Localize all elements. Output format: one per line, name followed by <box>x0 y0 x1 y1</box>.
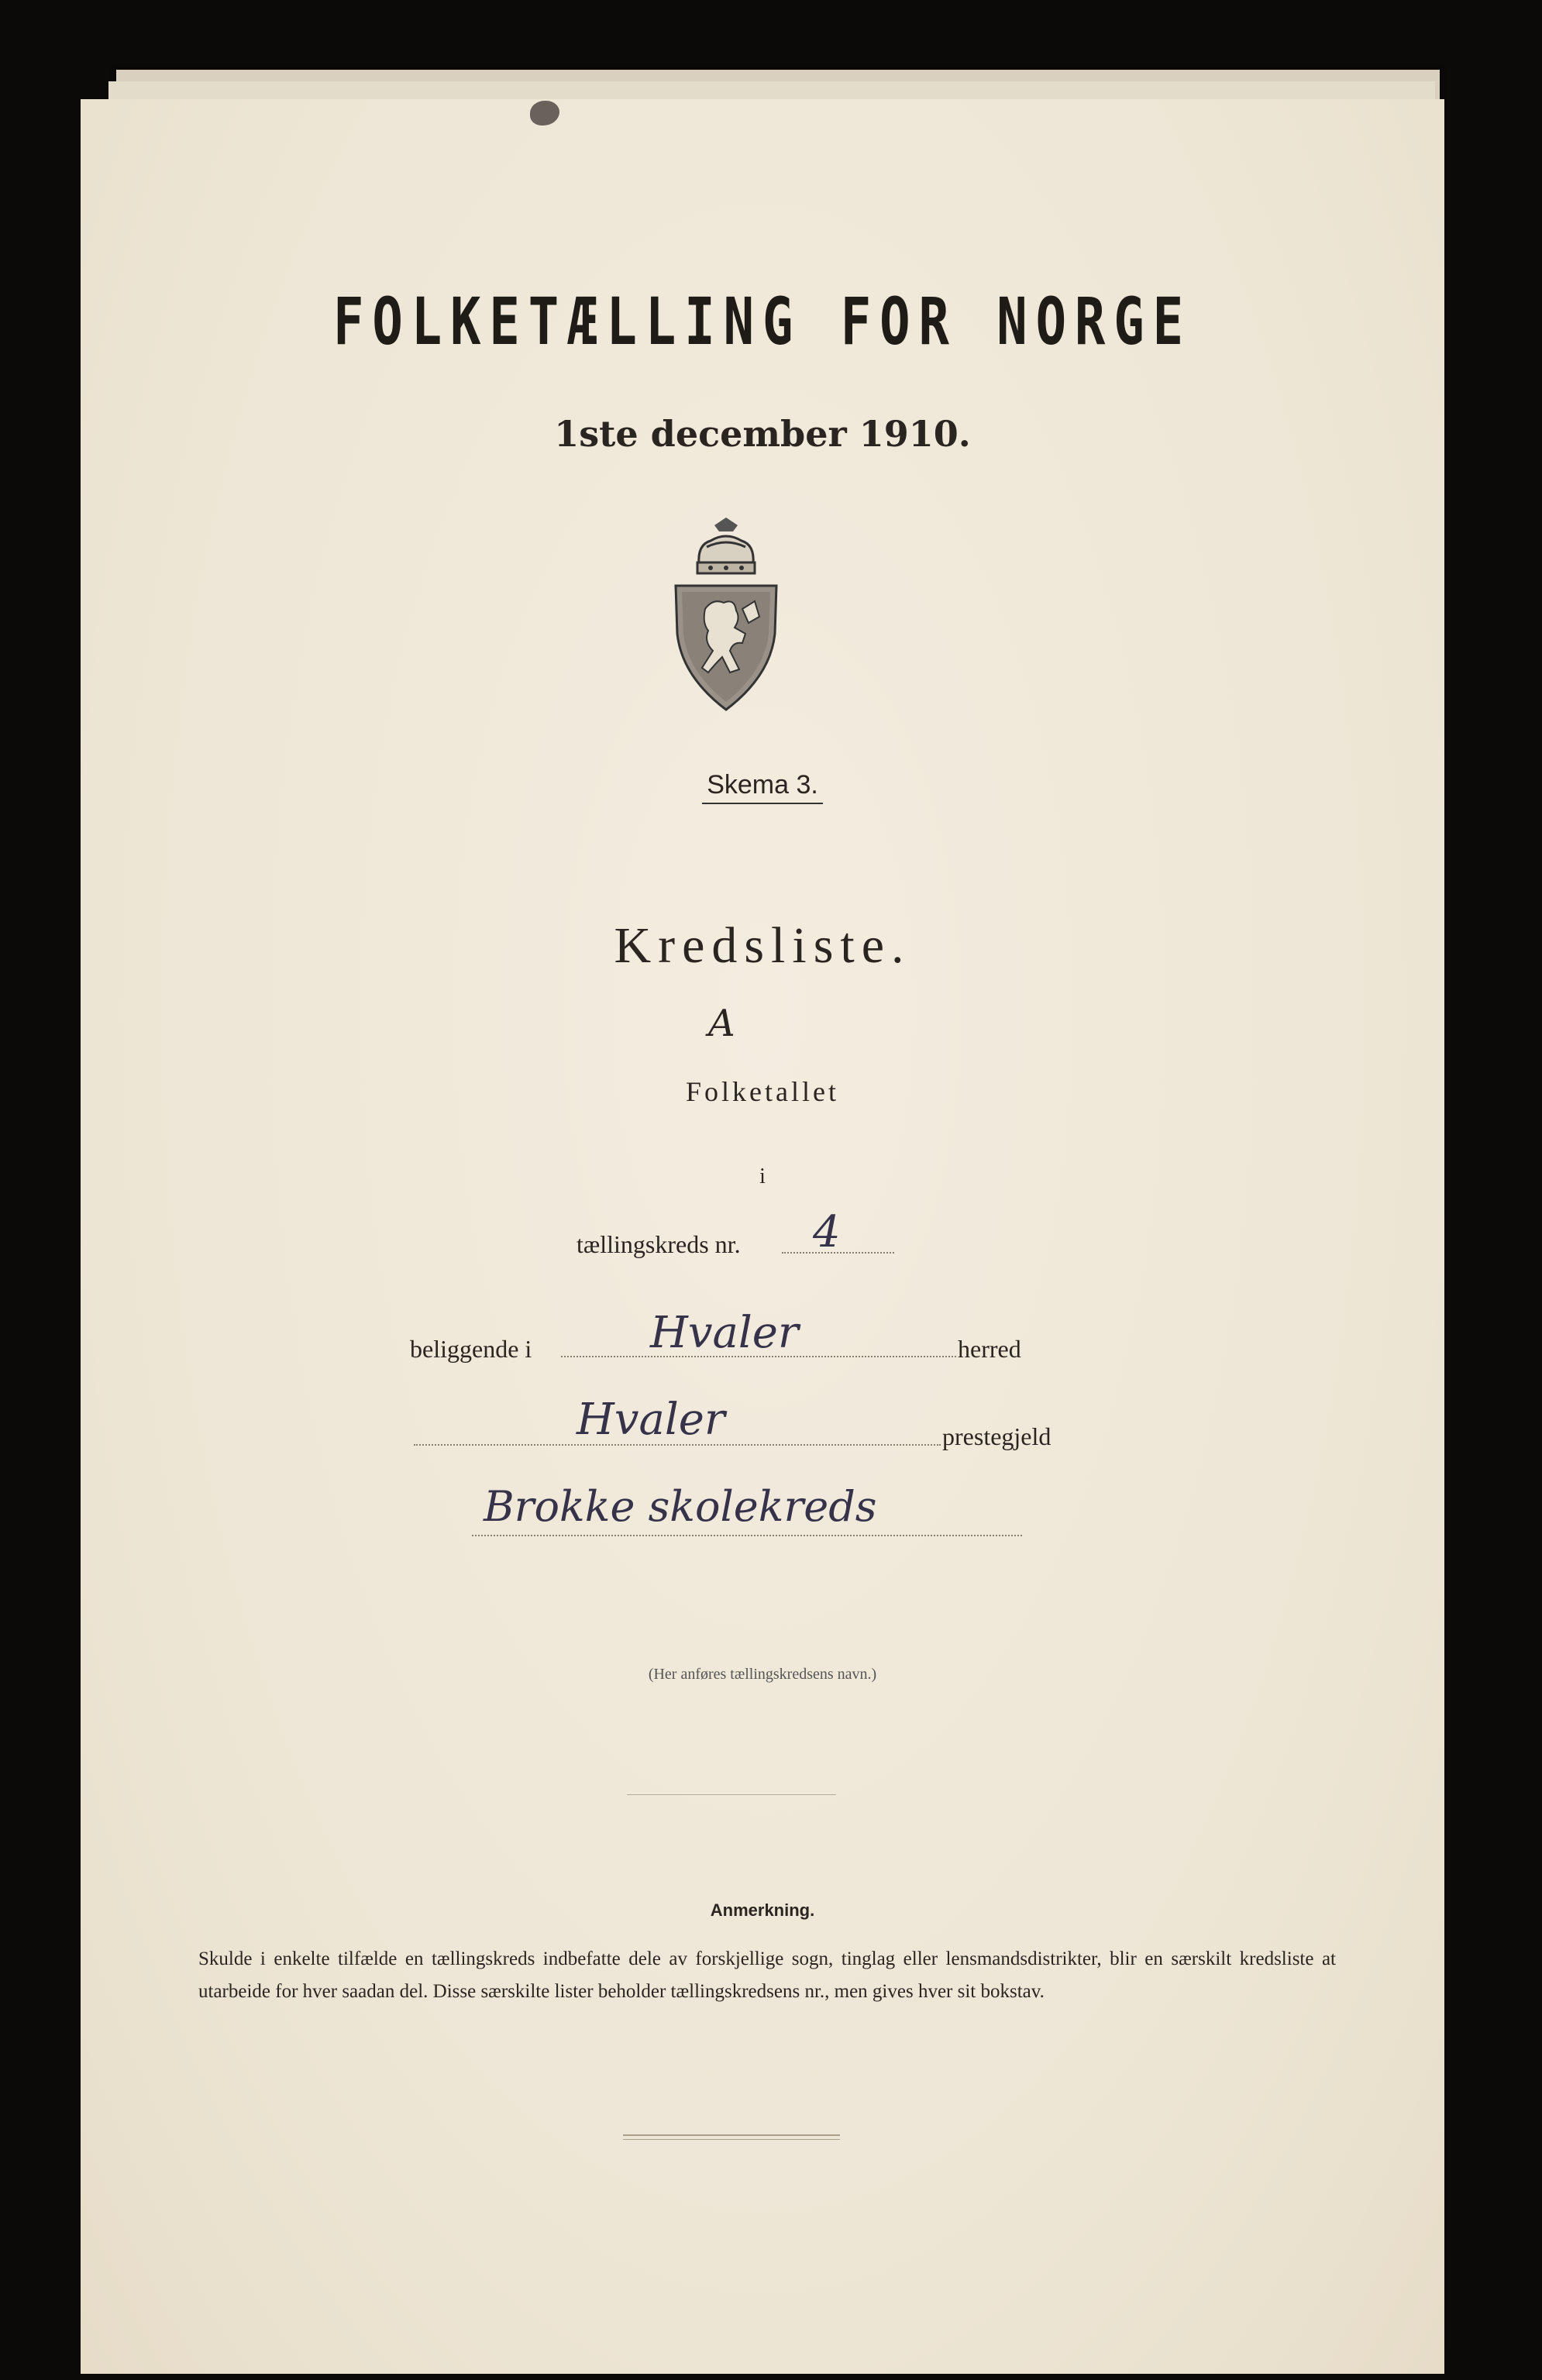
school-district-field-line <box>472 1535 1022 1536</box>
located-label: beliggende i <box>410 1335 532 1363</box>
prestegjeld-value: Hvaler <box>577 1395 725 1445</box>
prestegjeld-label: prestegjeld <box>942 1422 1052 1450</box>
remark-title: Anmerkning. <box>710 1900 815 1920</box>
remark-text: Skulde i enkelte tilfælde en tællingskreds indbefatte dele av forskjellige sogn, tinglag eller lensmandsdistrikter, blir en særskilt kredsliste at utarbeide for hver saadan del. Disse særskilte lister beholder tællingskredsens nr., men gives hver sit bokstav. <box>198 1948 1336 2002</box>
district-number: 4 <box>813 1207 841 1257</box>
document-title: FOLKETÆLLING FOR NORGE <box>332 284 1193 359</box>
census-date: 1ste december 1910. <box>554 413 971 455</box>
herred-label: herred <box>958 1335 1021 1363</box>
preposition: i <box>759 1164 766 1188</box>
herred-value: Hvaler <box>650 1308 799 1358</box>
school-district-note: (Her anføres tællingskredsens navn.) <box>648 1666 877 1683</box>
school-district-value: Brokke skolekreds <box>484 1482 877 1531</box>
census-form-page <box>81 99 1444 2374</box>
district-label: tællingskreds nr. <box>577 1230 741 1258</box>
divider <box>627 1794 836 1795</box>
subject-label: Folketallet <box>686 1076 839 1107</box>
handwritten-letter: A <box>708 1002 735 1045</box>
norwegian-coat-of-arms-icon <box>668 518 784 711</box>
form-heading: Kredsliste. <box>614 917 911 974</box>
bottom-divider-thin <box>623 2139 840 2140</box>
schema-number: Skema 3. <box>81 770 1444 800</box>
punch-hole <box>530 101 559 126</box>
bottom-divider <box>623 2134 840 2136</box>
